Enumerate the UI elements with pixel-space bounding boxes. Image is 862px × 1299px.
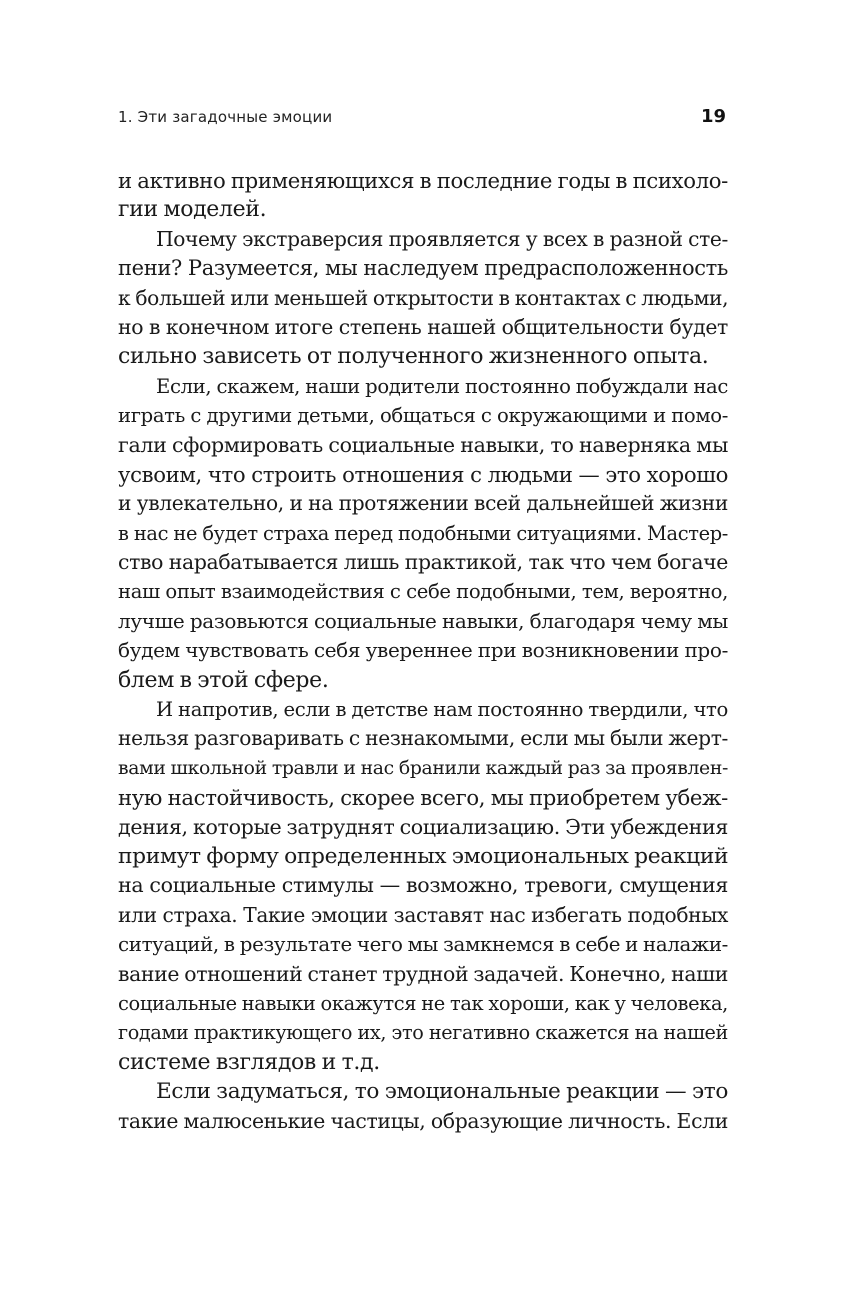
text-line: на социальные стимулы — возможно, тревоги, смущения: [118, 873, 728, 898]
text-line: пени? Разумеется, мы наследуем предрасположенность: [118, 256, 728, 281]
text-line: к большей или меньшей открытости в контактах с людьми,: [118, 285, 729, 310]
text-line: и активно применяющихся в последние годы в психоло-: [118, 168, 728, 193]
text-line: ную настойчивость, скорее всего, мы приобретем убеж-: [118, 785, 728, 811]
text-line: сильно зависеть от полученного жизненного опыта.: [118, 344, 709, 370]
text-line: примут форму определенных эмоциональных реакций: [118, 843, 729, 869]
text-line: вами школьной травли и нас бранили каждый раз за проявлен-: [118, 757, 728, 779]
running-head: 1. Эти загадочные эмоции: [118, 108, 333, 126]
text-line: блем в этой сфере.: [118, 667, 329, 693]
text-line: будем чувствовать себя увереннее при возникновении про-: [118, 638, 728, 663]
text-line: ство нарабатывается лишь практикой, так что чем богаче: [118, 550, 728, 575]
text-line: или страха. Такие эмоции заставят нас избегать подобных: [118, 902, 728, 927]
text-line: наш опыт взаимодействия с себе подобными, тем, вероятно,: [118, 580, 728, 604]
page-number: 19: [700, 106, 726, 127]
text-line: нельзя разговаривать с незнакомыми, если мы были жерт-: [118, 726, 728, 751]
text-line: такие малюсенькие частицы, образующие личность. Если: [118, 1108, 728, 1133]
text-line: играть с другими детьми, общаться с окружающими и помо-: [118, 404, 728, 428]
text-line: системе взглядов и т.д.: [118, 1049, 380, 1075]
text-line: лучше разовьются социальные навыки, благодаря чему мы: [118, 608, 728, 633]
text-line: и увлекательно, и на протяжении всей дальнейшей жизни: [118, 491, 728, 516]
text-line: усвоим, что строить отношения с людьми — это хорошо: [118, 461, 728, 487]
text-line: гали сформировать социальные навыки, то наверняка мы: [118, 432, 728, 457]
text-line: дения, которые затруднят социализацию. Эти убеждения: [118, 814, 728, 839]
body-text: [118, 166, 728, 1136]
text-line: годами практикующего их, это негативно скажется на нашей: [118, 1021, 728, 1045]
text-line: И напротив, если в детстве нам постоянно твердили, что: [156, 698, 728, 722]
text-line: в нас не будет страха перед подобными ситуациями. Мастер-: [118, 521, 728, 545]
text-line: но в конечном итоге степень нашей общительности будет: [118, 314, 728, 339]
text-line: вание отношений станет трудной задачей. Конечно, наши: [118, 961, 729, 986]
text-line: ситуаций, в результате чего мы замкнемся в себе и налажи-: [118, 933, 728, 957]
text-line: социальные навыки окажутся не так хороши, как у человека,: [118, 991, 728, 1015]
text-line: Если задуматься, то эмоциональные реакции — это: [156, 1079, 728, 1105]
text-line: гии моделей.: [118, 197, 267, 223]
text-line: Если, скажем, наши родители постоянно побуждали нас: [156, 374, 728, 398]
text-line: Почему экстраверсия проявляется у всех в разной сте-: [156, 226, 728, 251]
